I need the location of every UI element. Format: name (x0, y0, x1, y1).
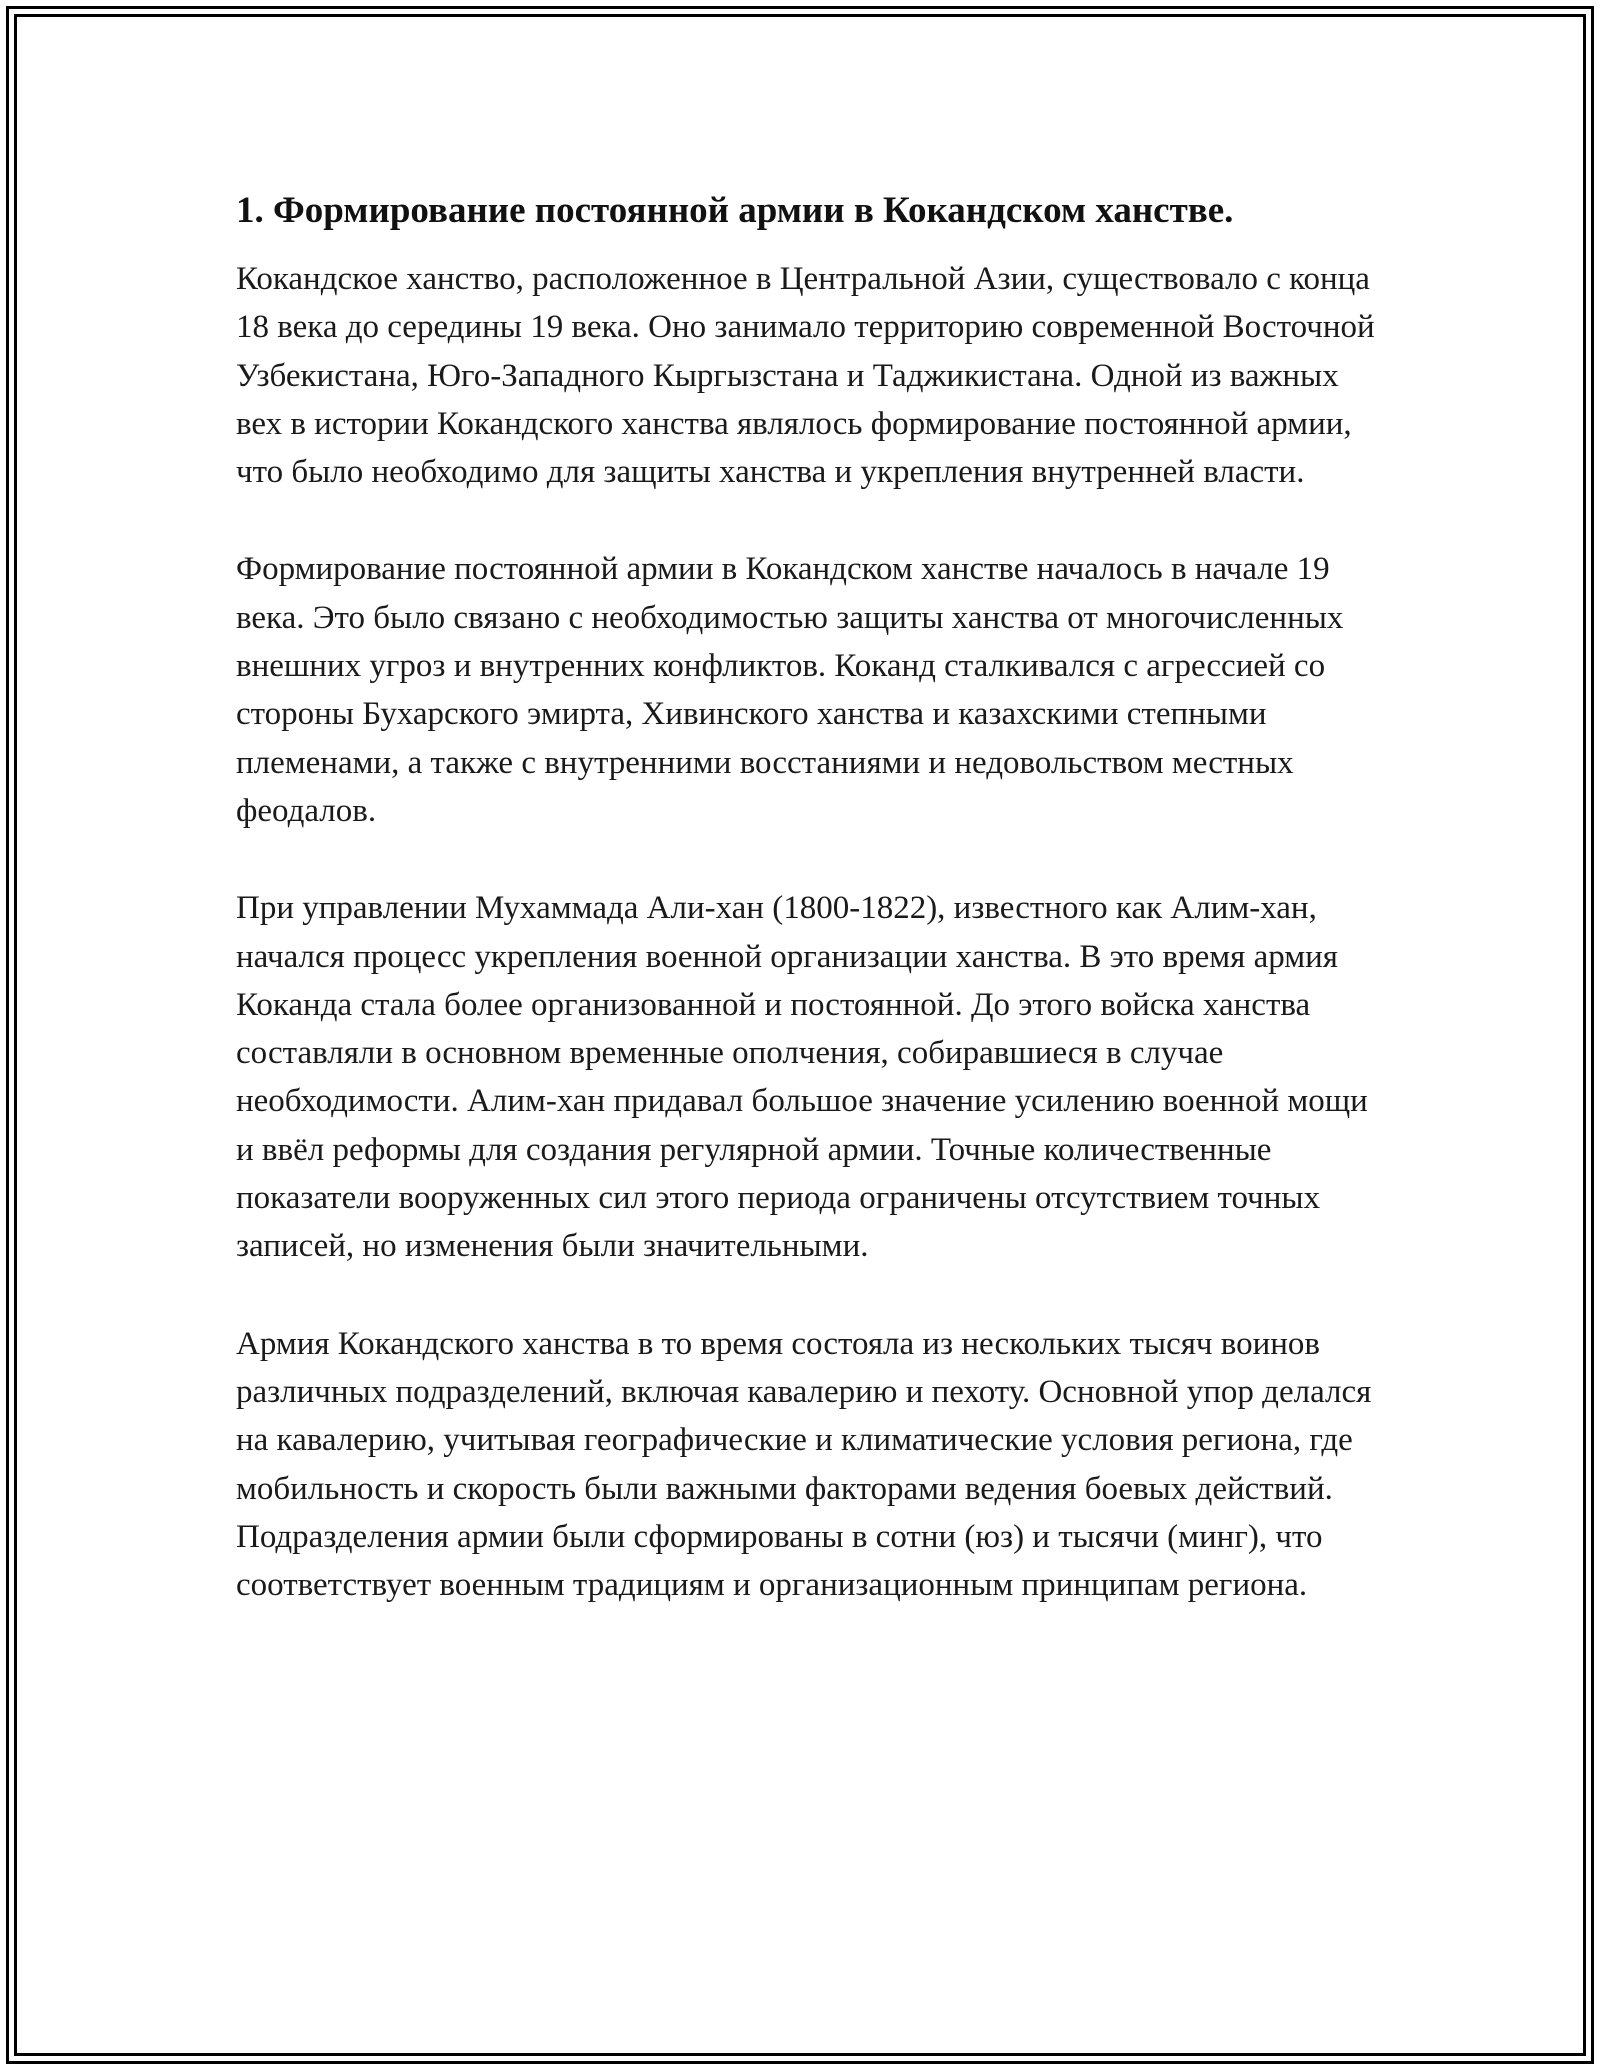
document-body (236, 183, 1376, 1658)
paragraph-army-formation: Формирование постоянной армии в Кокандском ханстве началось в начале 19 века. Это было связано с необходимостью защиты ханства от многочисленных внешних угроз и внутренних конфликтов. Коканд сталкивался с агрессией со стороны Бухарского эмирта, Хивинского ханства и казахскими степными племенами, а также с внутренними восстаниями и недовольством местных феодалов. (236, 551, 1344, 829)
section-heading: 1. Формирование постоянной армии в Кокандском ханстве. (236, 190, 1234, 231)
paragraph-intro: Кокандское ханство, расположенное в Центральной Азии, существовало с конца 18 века до середины 19 века. Оно занимало территорию современной Восточной Узбекистана, Юго-Западного Кыргызстана и Таджикистана. Одной из важных вех в истории Кокандского ханства являлось формирование постоянной армии, что было необходимо для защиты ханства и укрепления внутренней власти. (236, 261, 1375, 491)
paragraph-army-structure: Армия Кокандского ханства в то время состояла из нескольких тысяч воинов различных подразделений, включая кавалерию и пехоту. Основной упор делался на кавалерию, учитывая географические и климатические условия региона, где мобильность и скорость были важными факторами ведения боевых действий. Подразделения армии были сформированы в сотни (юз) и тысячи (минг), что соответствует военным традициям и организационным принципам региона. (236, 1325, 1372, 1604)
paragraph-alim-khan: При управлении Мухаммада Али-хан (1800-1822), известного как Алим-хан, начался процесс укрепления военной организации ханства. В это время армия Коканда стала более организованной и постоянной. До этого войска ханства составляли в основном временные ополчения, собиравшиеся в случае необходимости. Алим-хан придавал большое значение усилению военной мощи и ввёл реформы для создания регулярной армии. Точные количественные показатели вооруженных сил этого периода ограничены отсутствием точных записей, но изменения были значительными. (236, 890, 1368, 1265)
